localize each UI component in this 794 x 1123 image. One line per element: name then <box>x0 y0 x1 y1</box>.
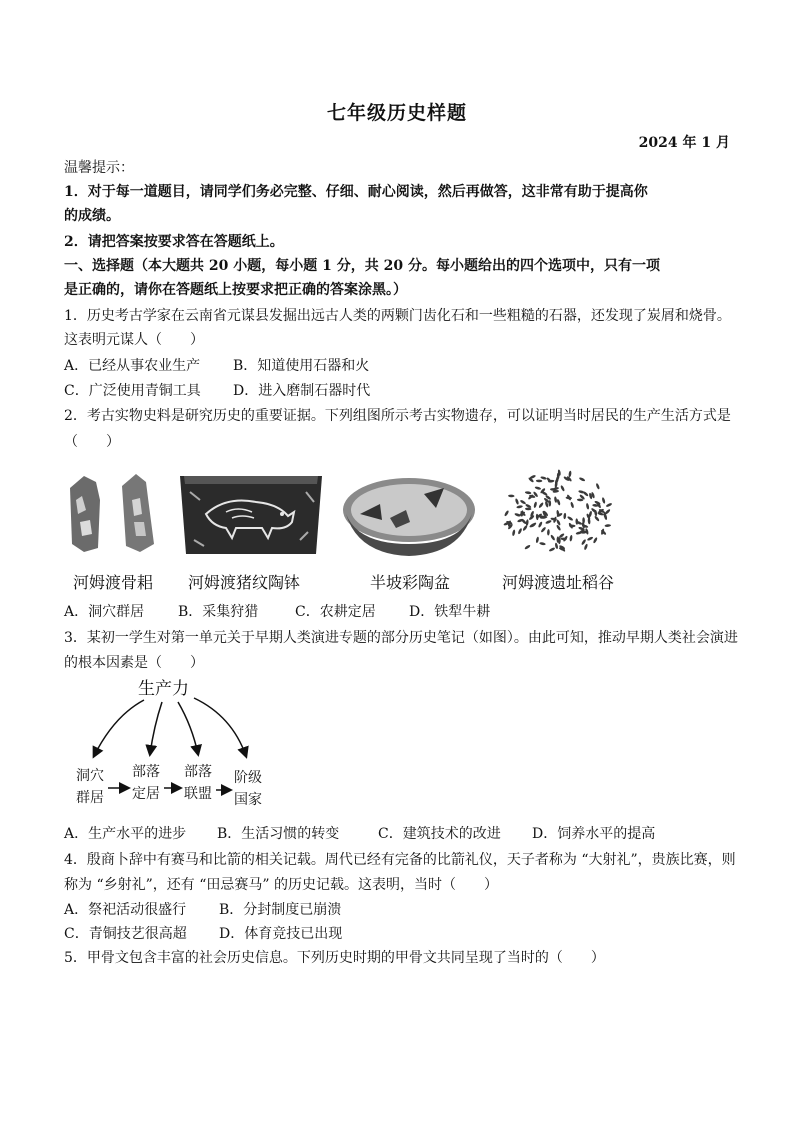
q1-option-c: C．广泛使用青铜工具 <box>64 383 201 399</box>
q1-stem-line-1: 1．历史考古学家在云南省元谋县发掘出远古人类的两颗门齿化石和一些粗糙的石器，还发现了炭屑和烧骨。 <box>64 308 731 324</box>
node-cave-1: 洞穴 <box>76 768 104 784</box>
q5-stem-line-1: 5．甲骨文包含丰富的社会历史信息。下列历史时期的甲骨文共同呈现了当时的（ ） <box>64 950 605 966</box>
q2-option-d: D．铁犁牛耕 <box>409 604 491 620</box>
page-title: 七年级历史样题 <box>326 102 467 124</box>
caption-bone-spade: 河姆渡骨耜 <box>73 573 154 592</box>
caption-rice-grains: 河姆渡遗址稻谷 <box>502 573 615 592</box>
q3-stem-line-2: 的根本因素是（ ） <box>64 655 204 671</box>
q3-option-c: C．建筑技术的改进 <box>378 826 501 842</box>
arrow-to-state <box>194 698 246 756</box>
node-settle-1: 部落 <box>132 764 160 780</box>
q1-option-d: D．进入磨制石器时代 <box>233 383 371 399</box>
bone-spade-photo <box>64 470 164 555</box>
q2-stem-line-1: 2．考古实物史料是研究历史的重要证据。下列组图所示考古实物遗存，可以证明当时居民的生产生活方式是 <box>64 408 731 424</box>
q1-stem-line-2: 这表明元谋人（ ） <box>64 332 204 348</box>
exam-date: 2024 年 1 月 <box>638 135 730 151</box>
node-settle-2: 定居 <box>132 786 160 802</box>
q1-option-a: A．已经从事农业生产 <box>64 358 201 374</box>
q2-option-c: C．农耕定居 <box>295 604 376 620</box>
caption-pig-bowl: 河姆渡猪纹陶钵 <box>188 573 301 592</box>
tip-1-line-1: 1．对于每一道题目，请同学们务必完整、仔细、耐心阅读，然后再做答，这非常有助于提高你 <box>64 184 648 200</box>
arrow-to-settlement <box>150 702 162 754</box>
q4-stem-line-1: 4．殷商卜辞中有赛马和比箭的相关记载。周代已经有完备的比箭礼仪，天子者称为 “大射礼”，贵族比赛，则 <box>64 852 736 868</box>
rice-grains-photo <box>498 466 618 560</box>
q2-stem-line-2: （ ） <box>64 434 120 450</box>
q2-option-a: A．洞穴群居 <box>64 604 145 620</box>
q3-option-a: A．生产水平的进步 <box>64 826 187 842</box>
tip-2: 2．请把答案按要求答在答题纸上。 <box>64 234 284 250</box>
node-alliance-2: 联盟 <box>184 786 212 802</box>
section-1-line-1: 一、选择题（本大题共 20 小题，每小题 1 分，共 20 分。每小题给出的四个选项中，只有一项 <box>64 258 660 274</box>
caption-painted-basin: 半坡彩陶盆 <box>370 573 451 592</box>
q4-option-d: D．体育竞技已出现 <box>219 926 343 942</box>
node-state-2: 国家 <box>234 792 262 808</box>
node-state-1: 阶级 <box>234 770 262 786</box>
node-alliance-1: 部落 <box>184 764 212 780</box>
section-1-line-2: 是正确的，请你在答题纸上按要求把正确的答案涂黑。） <box>64 282 407 298</box>
q4-option-c: C．青铜技艺很高超 <box>64 926 187 942</box>
tip-1-line-2: 的成绩。 <box>64 208 120 224</box>
q2-option-b: B．采集狩猎 <box>178 604 259 620</box>
tips-heading: 温馨提示： <box>64 160 134 176</box>
node-cave-2: 群居 <box>76 790 104 806</box>
pig-pattern-bowl-photo <box>176 470 326 560</box>
q3-option-b: B．生活习惯的转变 <box>217 826 340 842</box>
q4-option-b: B．分封制度已崩溃 <box>219 902 342 918</box>
q1-option-b: B．知道使用石器和火 <box>233 358 370 374</box>
arrow-to-alliance <box>178 702 198 754</box>
diagram-root: 生产力 <box>138 679 189 699</box>
arrow-to-cave <box>94 700 144 756</box>
productivity-diagram <box>64 676 284 816</box>
painted-pottery-basin-photo <box>340 474 478 560</box>
q3-option-d: D．饲养水平的提高 <box>532 826 656 842</box>
q4-stem-line-2: 称为 “乡射礼”，还有 “田忌赛马” 的历史记载。这表明，当时（ ） <box>64 877 498 893</box>
q3-stem-line-1: 3．某初一学生对第一单元关于早期人类演进专题的部分历史笔记（如图）。由此可知，推动早期人类社会演进 <box>64 630 738 646</box>
q4-option-a: A．祭祀活动很盛行 <box>64 902 187 918</box>
